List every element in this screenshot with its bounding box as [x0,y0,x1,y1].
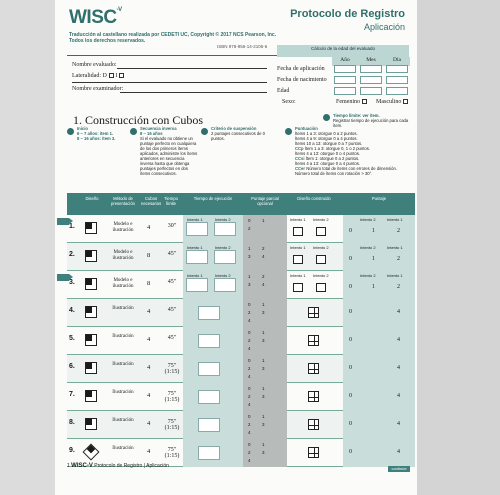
design-image [85,306,97,318]
start-arrow-6-7 [57,218,69,225]
partial-score-option[interactable]: 0 [248,442,251,447]
built-design-grid[interactable] [308,307,319,318]
presentation-mode: Ilustración [112,418,134,423]
design-image [85,250,97,262]
evaluated-field[interactable] [117,68,267,69]
built-design-2[interactable] [316,255,326,264]
birth-year-cell[interactable] [334,76,356,84]
th-score: Puntaje [371,196,387,201]
score-band [343,271,415,299]
sex-female-checkbox[interactable] [362,99,367,104]
stop-rules: Criterio de suspensión 2 puntajes consecutivos de 0 puntos. [211,126,266,141]
cubes-count: 8 [147,252,151,259]
footer-page: 1 [67,463,70,469]
cubes-count: 8 [147,280,151,287]
cubes-count: 4 [147,392,151,399]
try-2-label: Intento 2 [215,245,231,250]
partial-score-option[interactable]: 1 [248,274,251,279]
partial-score-option[interactable]: 3 [262,366,265,371]
exec-time-1-input[interactable] [186,278,208,292]
partial-score-option[interactable]: 4 [262,282,265,287]
app-year-cell[interactable] [334,65,356,73]
built-design-grid[interactable] [308,419,319,430]
built-try-1-label: Intento 1 [290,273,306,278]
score-band [343,439,415,467]
cubes-count: 4 [147,224,151,231]
score-band [343,355,415,383]
built-try-2-label: Intento 2 [313,273,329,278]
score-option[interactable]: 4 [397,337,400,343]
item-number: 2. [69,251,75,258]
table-header [67,193,415,215]
score-try-2-label: Intento 2 [360,245,376,250]
item-number: 1. [69,223,75,230]
time-limit: 45" [167,251,177,257]
examiner-field[interactable] [120,92,267,93]
partial-score-option[interactable]: 2 [248,422,251,427]
built-try-2-label: Intento 2 [313,217,329,222]
age-label: Edad [277,88,290,94]
score-option[interactable]: 4 [397,365,400,371]
built-design-1[interactable] [293,227,303,236]
age-col-day: Día [393,57,401,63]
item-number: 3. [69,279,75,286]
partial-score-option[interactable]: 3 [248,282,251,287]
partial-score-option[interactable]: 1 [262,442,265,447]
score-option[interactable]: 4 [397,309,400,315]
table-row [67,355,415,383]
try-2-label: Intento 2 [215,273,231,278]
age-calc-caption: Cálculo de la edad del evaluado [310,46,376,51]
partial-score-option[interactable]: 1 [262,414,265,419]
partial-score-option[interactable]: 1 [262,218,265,223]
partial-score-option[interactable]: 4 [262,254,265,259]
try-1-label: Intento 1 [187,273,203,278]
time-limit: 75" (1:15) [164,419,180,431]
score-band [343,383,415,411]
score-option[interactable]: 0 [349,228,352,234]
score-option[interactable]: 0 [349,309,352,315]
partial-score-option[interactable]: 2 [248,338,251,343]
partial-score-option[interactable]: 1 [262,330,265,335]
partial-score-option[interactable]: 4 [248,430,251,435]
partial-score-option[interactable]: 4 [248,318,251,323]
built-design-grid[interactable] [308,335,319,346]
presentation-mode: Modelo e ilustración [112,250,134,261]
exec-time-2-input[interactable] [214,250,236,264]
th-built: Diseño construido [297,196,331,201]
partial-score-option[interactable]: 2 [262,246,265,251]
divider-line [72,82,267,83]
partial-score-option[interactable]: 1 [262,386,265,391]
partial-score-option[interactable]: 2 [248,310,251,315]
th-cubes: Cubos necesarios [141,196,162,206]
score-try-1-label: Intento 1 [387,273,403,278]
score-option[interactable]: 4 [397,449,400,455]
reverse-icon [130,128,137,135]
time-limit: 30" [167,223,177,229]
footer-brand: WISC-V [71,463,93,469]
partial-score-option[interactable]: 3 [262,394,265,399]
evaluated-label: Nombre evaluado: [72,62,117,68]
th-limit: Tiempo límite [164,196,178,206]
design-image [85,222,97,234]
built-design-2[interactable] [316,283,326,292]
exec-time-2-input[interactable] [214,222,236,236]
partial-score-option[interactable]: 0 [248,386,251,391]
design-image [85,278,97,290]
examiner-label: Nombre examinador: [72,86,124,92]
table-row [67,327,415,355]
clock-icon [323,114,330,121]
built-design-1[interactable] [293,283,303,292]
date-application-label: Fecha de aplicación [277,66,325,72]
built-design-grid[interactable] [308,363,319,374]
th-exec: Tiempo de ejecución [193,196,233,201]
exec-time-input[interactable] [198,418,220,432]
laterality-d-checkbox[interactable] [109,73,114,78]
score-band [343,299,415,327]
sex-male: Masculino [376,99,408,105]
score-option[interactable]: 0 [349,256,352,262]
age-col-year: Año [340,57,350,63]
start-arrow-8-16 [57,274,69,281]
score-band [343,411,415,439]
score-option[interactable]: 0 [349,449,352,455]
score-option[interactable]: 4 [397,393,400,399]
partial-score-option[interactable]: 0 [248,330,251,335]
scoring-rules: Puntuación Ítems 1 a 3: otorgue 0 a 2 puntos. Ítems 4 a 9: otorgue 0 a 4 puntos. Ítems 10 a 13: otorgue 0 a 7 puntos. CCp Ítem 1 a 3: otorgue 0, 1 o 2 puntos. Ítems 4 a 13: otorgue 0 o 4 puntos. CCsi Ítem 1: otorgue 0 a 2 puntos. Ítems 4 a 13: otorgue 0 a 4 puntos. CCer Número total de ítems con errores de dimensión. Número total de ítems con rotación > 30°. [295,126,397,176]
item-number: 4. [69,307,75,314]
built-design-2[interactable] [316,227,326,236]
partial-score-option[interactable]: 2 [248,394,251,399]
partial-score-option[interactable]: 0 [248,302,251,307]
partial-score-option[interactable]: 4 [248,374,251,379]
protocol-title: Protocolo de Registro [290,8,405,20]
partial-score-option[interactable]: 1 [262,302,265,307]
start-rules: Inicio 6 – 7 años: ítem 1. 8 – 16 años: ítem 3. [77,126,116,141]
partial-score-option[interactable]: 2 [262,274,265,279]
score-option[interactable]: 0 [349,421,352,427]
design-image [85,334,97,346]
score-try-1-label: Intento 1 [387,217,403,222]
score-option[interactable]: 1 [372,284,375,290]
cubes-count: 4 [147,448,151,455]
cubes-count: 4 [147,420,151,427]
try-1-label: Intento 1 [187,217,203,222]
item-number: 5. [69,335,75,342]
exec-time-input[interactable] [198,362,220,376]
exec-time-input[interactable] [198,306,220,320]
built-design-grid[interactable] [308,447,319,458]
partial-score-option[interactable]: 2 [248,366,251,371]
laterality-i-checkbox[interactable] [119,73,124,78]
reverse-rules: Secuencia inversa 8 – 16 años Si el evaluado no obtiene un puntaje perfecto en cualquiera de los dos primeros ítems aplicados, administre los ítems anteriores en secuencia inversa hasta que obtenga puntajes perfectos en dos ítems consecutivos. [140,126,198,176]
cubes-count: 4 [147,336,151,343]
built-try-1-label: Intento 1 [290,245,306,250]
presentation-mode: Ilustración [112,334,134,339]
built-design-grid[interactable] [308,391,319,402]
table-row [67,243,415,271]
date-birth-label: Fecha de nacimiento [277,77,327,83]
score-option[interactable]: 4 [397,421,400,427]
partial-score-option[interactable]: 0 [248,414,251,419]
table-row [67,383,415,411]
score-option[interactable]: 2 [397,256,400,262]
pencil-icon [285,128,292,135]
laterality-label: Lateralidad: D I [72,73,124,79]
item-number: 8. [69,419,75,426]
table-row [67,411,415,439]
table-row [67,299,415,327]
th-partial: Puntaje parcial opcional [251,196,279,206]
section-title: 1. Construcción con Cubos [73,113,203,127]
age-col-month: Mes [366,57,376,63]
continue-arrow: continúe [388,466,410,472]
built-try-2-label: Intento 2 [313,245,329,250]
partial-score-option[interactable]: 3 [262,450,265,455]
partial-score-option[interactable]: 0 [248,218,251,223]
footer-text: Protocolo de Registro | Aplicación [94,463,169,469]
cubes-count: 4 [147,364,151,371]
design-image [83,444,100,461]
sex-label: Sexo: [282,99,296,105]
item-number: 6. [69,363,75,370]
design-image [85,390,97,402]
presentation-mode: Ilustración [112,362,134,367]
partial-score-option[interactable]: 4 [248,346,251,351]
presentation-mode: Ilustración [112,446,134,451]
isbn-text: ISBN 978-956-14-2106-6 [217,44,268,49]
th-design: Diseño [85,196,99,201]
score-option[interactable]: 1 [372,256,375,262]
score-option[interactable]: 2 [397,228,400,234]
age-month-cell[interactable] [360,87,382,95]
exec-time-1-input[interactable] [186,222,208,236]
built-design-1[interactable] [293,255,303,264]
partial-score-option[interactable]: 3 [262,338,265,343]
stop-icon [201,128,208,135]
footer [67,463,169,469]
score-option[interactable]: 1 [372,228,375,234]
partial-score-option[interactable]: 1 [248,246,251,251]
birth-day-cell[interactable] [386,76,408,84]
sex-male-checkbox[interactable] [403,99,408,104]
score-band [343,243,415,271]
try-1-label: Intento 1 [187,245,203,250]
presentation-mode: Modelo e ilustración [112,222,134,233]
exec-time-input[interactable] [198,390,220,404]
built-try-1-label: Intento 1 [290,217,306,222]
wisc-logo: $WISC^{-V}$ [69,7,122,28]
partial-score-option[interactable]: 3 [248,254,251,259]
time-limit: 75" (1:15) [164,363,180,375]
design-image [85,418,97,430]
age-calc-box [277,45,409,57]
cubes-count: 4 [147,308,151,315]
app-day-cell[interactable] [386,65,408,73]
time-limit: 45" [167,307,177,313]
table-row [67,215,415,243]
age-year-cell[interactable] [334,87,356,95]
protocol-subtitle: Aplicación [363,22,405,32]
item-number: 7. [69,391,75,398]
partial-score-option[interactable]: 3 [262,310,265,315]
exec-time-2-input[interactable] [214,278,236,292]
presentation-mode: Modelo e ilustración [112,278,134,289]
score-try-2-label: Intento 2 [360,217,376,222]
score-band [343,215,415,243]
exec-time-input[interactable] [198,334,220,348]
time-limit: 75" (1:15) [164,447,180,459]
copyright-line-2: Todos los derechos reservados. [69,38,146,44]
time-limit: 45" [167,279,177,285]
partial-score-option[interactable]: 1 [262,358,265,363]
score-try-1-label: Intento 1 [387,245,403,250]
start-icon [67,128,74,135]
presentation-mode: Ilustración [112,390,134,395]
presentation-mode: Ilustración [112,306,134,311]
score-band [343,327,415,355]
protocol-sheet [55,0,417,495]
exec-time-input[interactable] [198,446,220,460]
copyright-line-1: Traducción al castellano realizada por CEDETI UC, Copyright © 2017 NCS Pearson, Inc. [69,32,277,38]
score-option[interactable]: 0 [349,284,352,290]
partial-score-option[interactable]: 4 [248,458,251,463]
design-image [85,362,97,374]
time-limit: 75" (1:15) [164,391,180,403]
th-mode: Método de presentación [111,196,135,206]
score-option[interactable]: 2 [397,284,400,290]
score-option[interactable]: 0 [349,337,352,343]
exec-time-1-input[interactable] [186,250,208,264]
item-number: 9. [69,447,75,454]
age-day-cell[interactable] [386,87,408,95]
time-limit-note: Tiempo límite: ver ítem. Registrar tiempo de ejecución para cada ítem. [333,113,409,128]
try-2-label: Intento 2 [215,217,231,222]
time-limit: 45" [167,335,177,341]
partial-score-option[interactable]: 0 [248,358,251,363]
partial-score-option[interactable]: 4 [248,402,251,407]
background-edge [417,0,500,495]
app-month-cell[interactable] [360,65,382,73]
birth-month-cell[interactable] [360,76,382,84]
score-option[interactable]: 0 [349,365,352,371]
sex-female: Femenino [336,99,367,105]
partial-score-option[interactable]: 2 [248,450,251,455]
score-option[interactable]: 0 [349,393,352,399]
score-try-2-label: Intento 2 [360,273,376,278]
partial-score-option[interactable]: 2 [248,226,251,231]
table-row [67,271,415,299]
partial-score-option[interactable]: 3 [262,422,265,427]
